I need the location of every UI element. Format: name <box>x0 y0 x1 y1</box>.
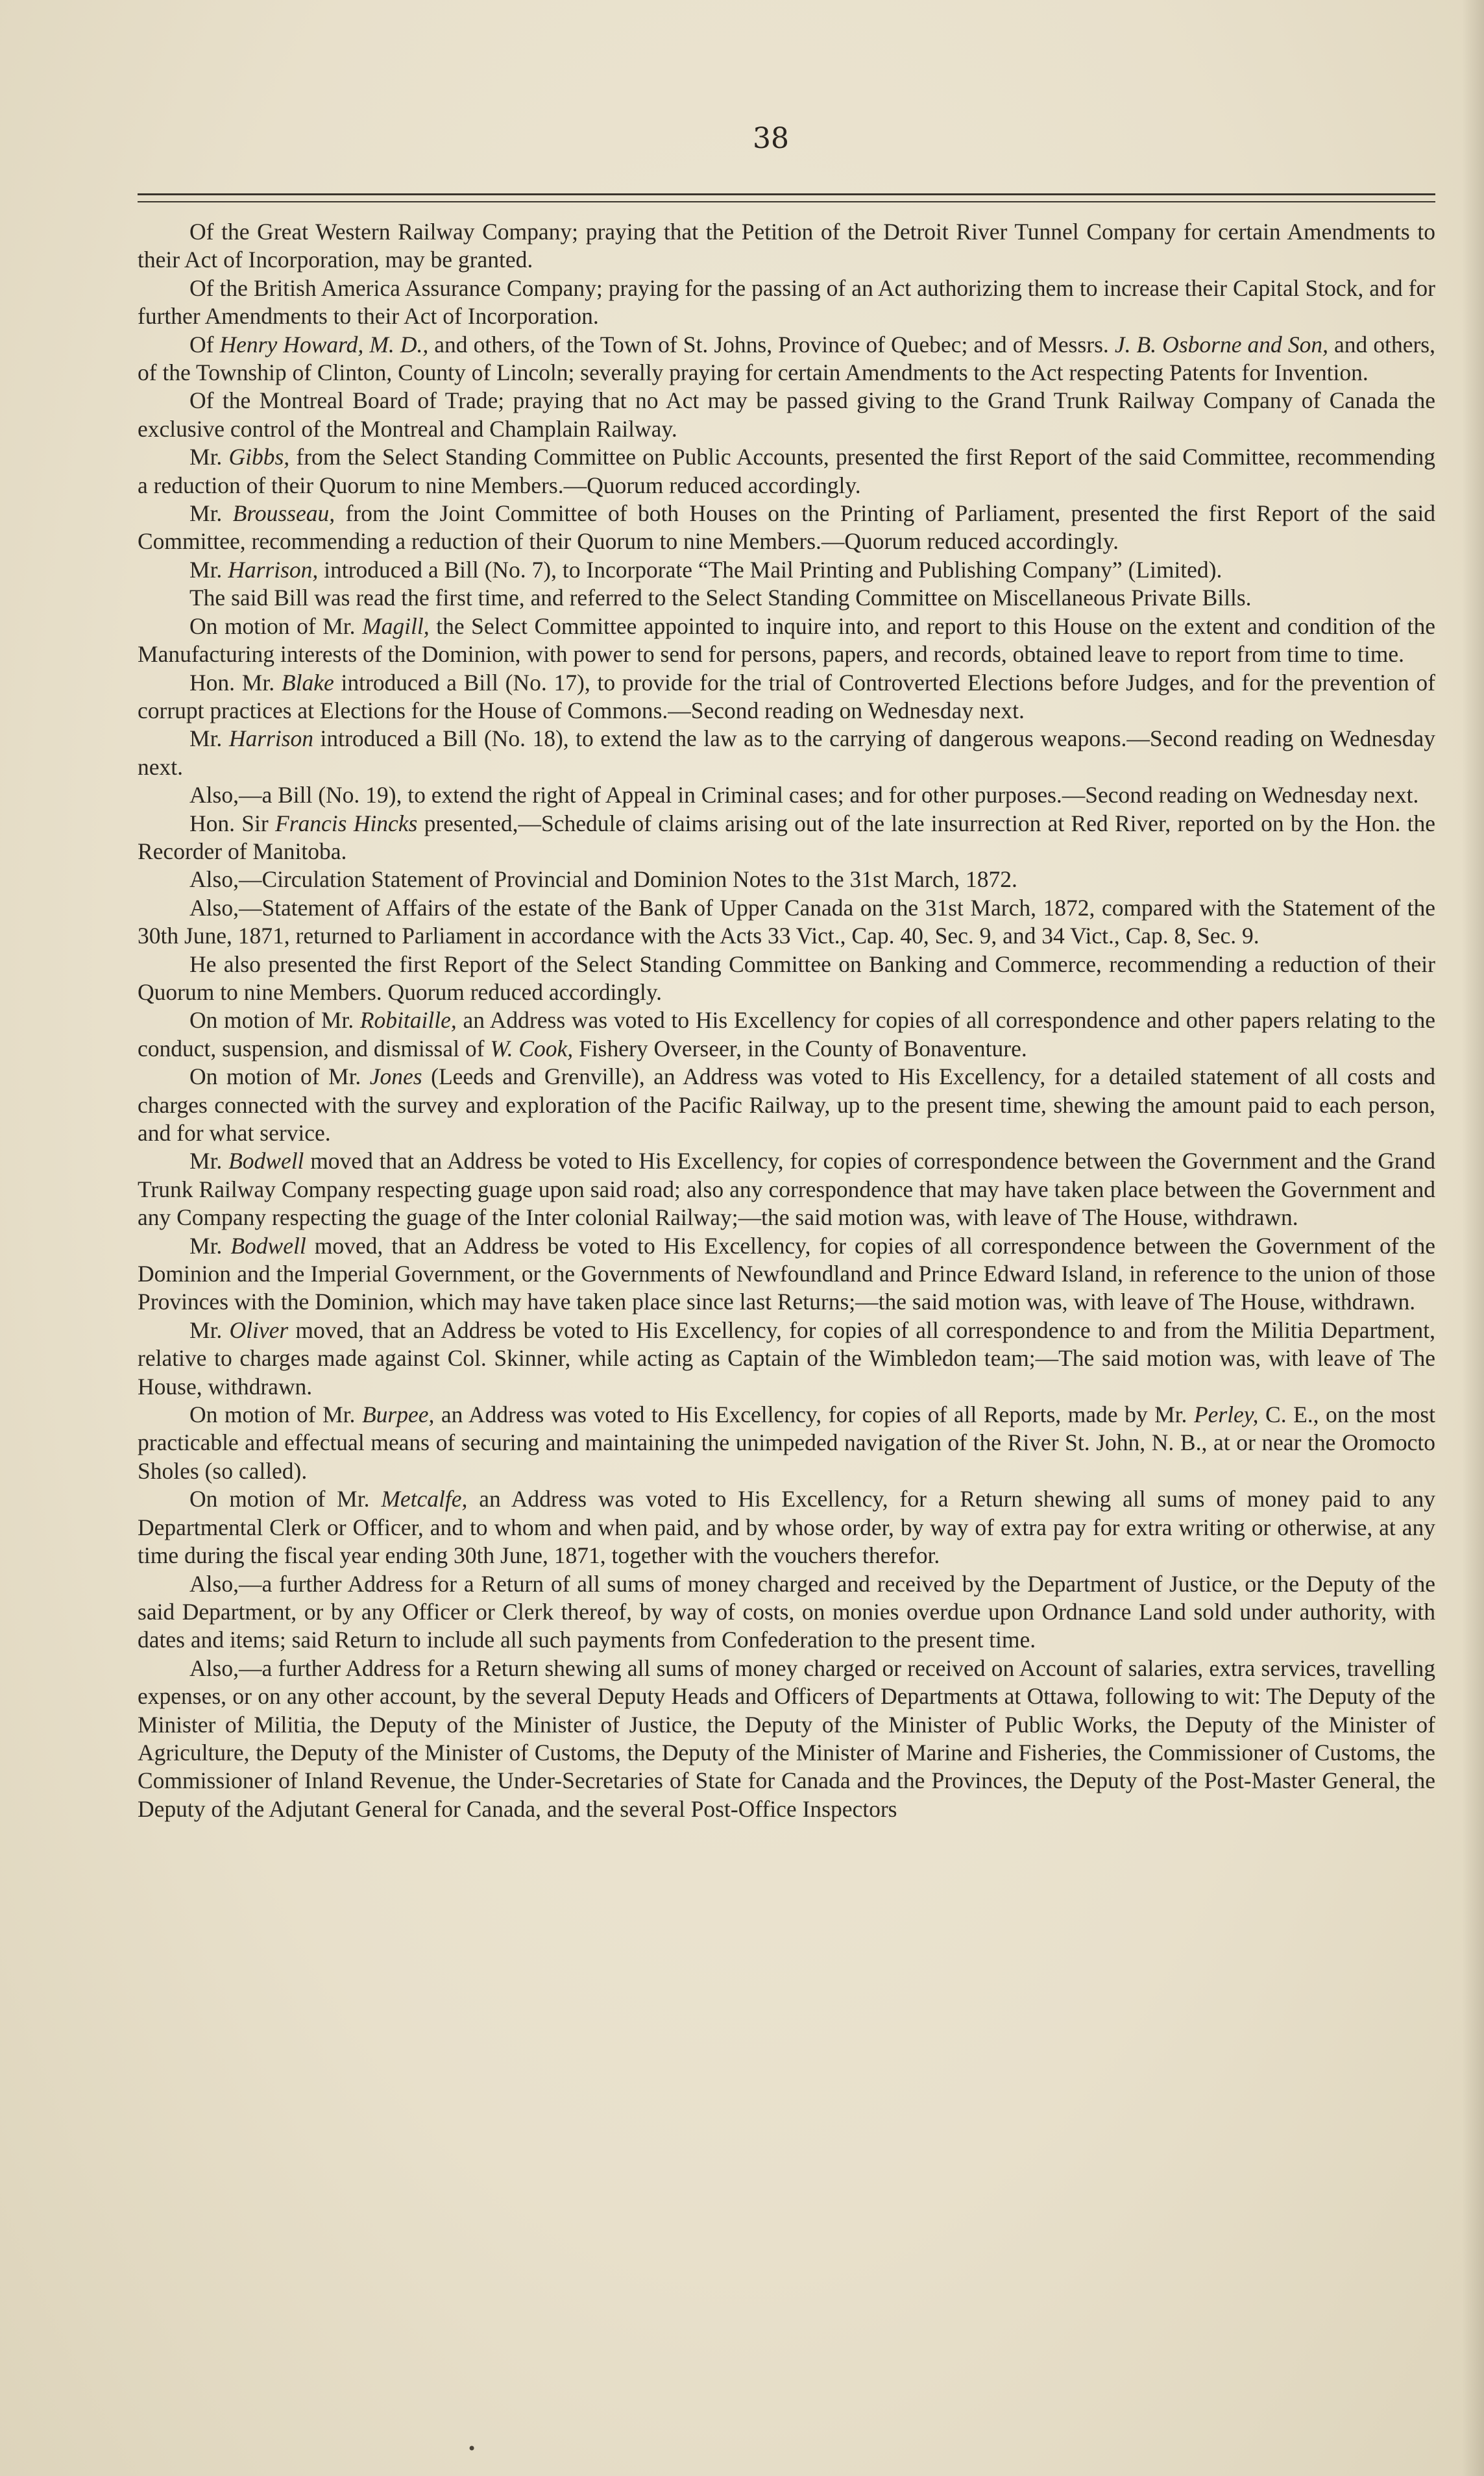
journal-paragraph <box>138 1570 1435 1655</box>
text-span: an Address was voted to His Excellency for copies of all correspondence and other papers relating to the conduct, suspension, and dismissal of <box>138 1007 1435 1062</box>
italic-name-span: Francis Hincks <box>275 810 418 836</box>
italic-name-span: W. Cook, <box>490 1035 574 1062</box>
text-span: On motion of Mr. <box>189 1007 360 1034</box>
journal-paragraph <box>138 1232 1435 1317</box>
text-span: from the Select Standing Committee on Public Accounts, presented the first Report of the said Committee, recommending a reduction of their Quorum to nine Members.—Quorum reduced accordingly. <box>138 444 1435 498</box>
text-span: Of the Great Western Railway Company; praying that the Petition of the Detroit River Tunnel Company for certain Amendments to their Act of Incorporation, may be granted. <box>138 219 1435 273</box>
header-rule-top <box>138 193 1435 195</box>
journal-paragraph <box>138 274 1435 331</box>
text-span: On motion of Mr. <box>189 1486 382 1512</box>
journal-paragraph <box>138 866 1435 893</box>
journal-paragraph <box>138 1147 1435 1232</box>
journal-paragraph <box>138 1655 1435 1823</box>
italic-name-span: Bodwell <box>230 1232 306 1259</box>
text-span: Of the British America Assurance Company; praying for the passing of an Act authorizing them to increase their Capital Stock, and for further Amendments to their Act of Incorporation. <box>138 274 1435 330</box>
journal-paragraph <box>138 1485 1435 1570</box>
italic-name-span: Blake <box>281 669 334 696</box>
text-span: moved that an Address be voted to His Excellency, for copies of correspondence between the Government and the Grand Trunk Railway Company respecting guage upon said road; also any correspondence that may have taken place between the Government and any Company respecting the guage of the Inter colonial Railway;—the said motion was, with leave of The House, withdrawn. <box>138 1148 1436 1231</box>
text-span: On motion of Mr. <box>189 1063 370 1090</box>
journal-paragraph <box>138 810 1435 866</box>
text-span: Also,—a Bill (No. 19), to extend the right of Appeal in Criminal cases; and for other purposes.—Second reading on Wednesday next. <box>189 782 1419 808</box>
journal-paragraph <box>138 781 1435 809</box>
text-span: and others, of the Town of St. Johns, Province of Quebec; and of Messrs. <box>428 331 1115 358</box>
journal-paragraph <box>138 951 1435 1007</box>
header-rule-bottom <box>138 201 1435 202</box>
italic-name-span: Henry Howard, M. D., <box>219 331 429 358</box>
text-span: presented,—Schedule of claims arising out of the late insurrection at Red River, reported on by the Hon. the Recorder of Manitoba. <box>138 810 1435 864</box>
text-span: Mr. <box>189 500 233 527</box>
journal-paragraph <box>138 443 1435 500</box>
journal-paragraph <box>138 894 1435 951</box>
text-span: Also,—Statement of Affairs of the estate of the Bank of Upper Canada on the 31st March, 1872, compared with the Statement of the 30th June, 1871, returned to Parliament in accordance with the Acts 33 Vict., Cap. 40, Sec. 9, and 34 Vict., Cap. 8, Sec. 9. <box>138 894 1435 949</box>
italic-name-span: Jones <box>369 1063 422 1090</box>
text-span: Hon. Mr. <box>189 669 282 696</box>
text-span: moved, that an Address be voted to His Excellency, for copies of all correspondence to and from the Militia Department, relative to charges made against Col. Skinner, while acting as Captain of the Wimbledon team;—The said motion was, with leave of The House, withdrawn. <box>138 1317 1435 1400</box>
text-span: an Address was voted to His Excellency, for a Return shewing all sums of money paid to any Departmental Clerk or Officer, and to whom and when paid, and by whose order, by way of extra pay for extra writing or otherwise, at any time during the fiscal year ending 30th June, 1871, together with the vouchers therefor. <box>138 1486 1435 1569</box>
text-span: Mr. <box>189 556 228 583</box>
italic-name-span: Robitaille, <box>359 1007 457 1034</box>
text-span: On motion of Mr. <box>189 1402 362 1428</box>
text-span: On motion of Mr. <box>189 613 363 639</box>
text-span: an Address was voted to His Excellency, for copies of all Reports, made by Mr. <box>434 1402 1194 1428</box>
text-span: Mr. <box>189 444 229 470</box>
text-span: Mr. <box>189 1148 229 1174</box>
italic-name-span: Burpee, <box>361 1402 435 1428</box>
footer-mark: • <box>467 2440 477 2458</box>
text-span: introduced a Bill (No. 18), to extend the law as to the carrying of dangerous weapons.—Second reading on Wednesday next. <box>138 725 1435 780</box>
journal-paragraph <box>138 1063 1435 1147</box>
journal-paragraph <box>138 556 1435 584</box>
italic-name-span: J. B. Osborne and Son, <box>1114 331 1328 358</box>
text-span: Also,—Circulation Statement of Provincial and Dominion Notes to the 31st March, 1872. <box>189 866 1017 893</box>
text-span: C. E., on the most practicable and effectual means of securing and maintaining the unimpeded navigation of the River St. John, N. B., at or near the Oromocto Sholes (so called). <box>138 1402 1435 1484</box>
italic-name-span: Perley, <box>1193 1402 1259 1428</box>
italic-name-span: Metcalfe, <box>381 1486 468 1512</box>
text-span: and others, of the Township of Clinton, County of Lincoln; severally praying for certain Amendments to the Act respecting Patents for Invention. <box>138 331 1435 386</box>
italic-name-span: Oliver <box>229 1317 289 1343</box>
journal-paragraph <box>138 584 1435 612</box>
italic-name-span: Brousseau, <box>232 500 335 527</box>
text-span: Mr. <box>189 1232 231 1259</box>
page-number: 38 <box>753 122 789 155</box>
text-span: from the Joint Committee of both Houses on the Printing of Parliament, presented the first Report of the said Committee, recommending a reduction of their Quorum to nine Members.—Quorum reduced accordingly. <box>138 500 1435 555</box>
text-span: the Select Committee appointed to inquire into, and report to this House on the extent and condition of the Manufacturing interests of the Dominion, with power to send for persons, papers, and records, obtained leave to report from time to time. <box>138 613 1435 668</box>
journal-paragraph <box>138 669 1435 725</box>
journal-paragraph <box>138 331 1435 387</box>
text-span: He also presented the first Report of the Select Standing Committee on Banking and Commerce, recommending a reduction of their Quorum to nine Members. Quorum reduced accordingly. <box>138 951 1435 1005</box>
text-span: The said Bill was read the first time, and referred to the Select Standing Committee on Miscellaneous Private Bills. <box>189 585 1252 611</box>
journal-paragraph <box>138 725 1435 781</box>
page-edge-shadow <box>1462 0 1484 2476</box>
text-span: Mr. <box>189 1317 230 1343</box>
italic-name-span: Magill, <box>362 613 430 639</box>
text-span: introduced a Bill (No. 7), to Incorporate “The Mail Printing and Publishing Company” (Limited). <box>318 556 1222 583</box>
journal-paragraph <box>138 218 1435 274</box>
journal-paragraph <box>138 1401 1435 1485</box>
text-span: Hon. Sir <box>189 810 276 836</box>
journal-text-body <box>138 218 1435 1823</box>
text-span: Also,—a further Address for a Return shewing all sums of money charged or received on Account of salaries, extra services, travelling expenses, or on any other account, by the several Deputy Heads and Officers of Departments at Ottawa, following to wit: The Deputy of the Minister of Militia, the Deputy of the Minister of Justice, the Deputy of the Minister of Public Works, the Deputy of the Minister of Agriculture, the Deputy of the Minister of Customs, the Deputy of the Minister of Marine and Fisheries, the Commissioner of Customs, the Commissioner of Inland Revenue, the Under-Secretaries of State for Canada and the Provinces, the Deputy of the Post-Master General, the Deputy of the Adjutant General for Canada, and the several Post-Office Inspectors <box>138 1655 1435 1822</box>
italic-name-span: Harrison, <box>228 556 319 583</box>
text-span: (Leeds and Grenville), an Address was voted to His Excellency, for a detailed statement of all costs and charges connected with the survey and exploration of the Pacific Railway, up to the present time, shewing the amount paid to each person, and for what service. <box>138 1063 1435 1146</box>
text-span: moved, that an Address be voted to His Excellency, for copies of all correspondence between the Government of the Dominion and the Imperial Government, or the Governments of Newfoundland and Prince Edward Island, in reference to the union of those Provinces with the Dominion, which may have taken place since last Returns;—the said motion was, with leave of The House, withdrawn. <box>138 1232 1435 1315</box>
text-span: Of <box>189 331 220 358</box>
text-span: Fishery Overseer, in the County of Bonaventure. <box>573 1035 1027 1062</box>
italic-name-span: Harrison <box>228 725 314 752</box>
text-span: Mr. <box>189 725 229 752</box>
text-span: Of the Montreal Board of Trade; praying that no Act may be passed giving to the Grand Trunk Railway Company of Canada the exclusive control of the Montreal and Champlain Railway. <box>138 387 1435 442</box>
italic-name-span: Gibbs, <box>228 444 290 470</box>
journal-paragraph <box>138 500 1435 556</box>
text-span: introduced a Bill (No. 17), to provide for the trial of Controverted Elections before Judges, and for the prevention of corrupt practices at Elections for the House of Commons.—Second reading on Wednesday next. <box>138 669 1435 723</box>
journal-paragraph <box>138 387 1435 443</box>
journal-paragraph <box>138 1317 1435 1401</box>
journal-paragraph <box>138 1006 1435 1063</box>
text-span: Also,—a further Address for a Return of all sums of money charged and received by the Department of Justice, or the Deputy of the said Department, or by any Officer or Clerk thereof, by way of costs, on monies overdue upon Ordnance Land sold under authority, with dates and items; said Return to include all such payments from Confederation to the present time. <box>138 1570 1435 1653</box>
italic-name-span: Bodwell <box>228 1148 304 1174</box>
journal-paragraph <box>138 613 1435 669</box>
